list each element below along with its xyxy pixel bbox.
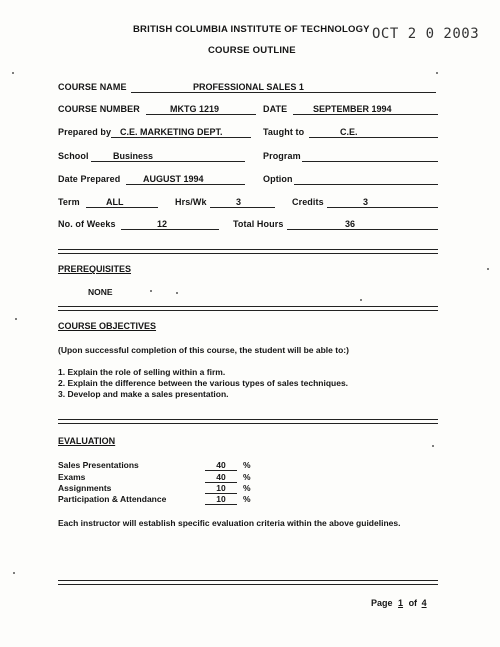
option-line <box>294 184 438 185</box>
evaluation-row-label: Sales Presentations <box>58 460 139 470</box>
scan-speck <box>13 572 15 574</box>
evaluation-row-label: Assignments <box>58 483 112 493</box>
evaluation-row-unit: % <box>243 494 251 504</box>
date-prepared-line <box>126 184 245 185</box>
date-line <box>293 114 438 115</box>
program-line <box>302 161 438 162</box>
credits-value: 3 <box>363 197 369 207</box>
credits-line <box>327 207 438 208</box>
prepared-by-value: C.E. MARKETING DEPT. <box>120 127 223 137</box>
course-name-value: PROFESSIONAL SALES 1 <box>193 82 304 92</box>
evaluation-row-value: 40 <box>205 460 237 471</box>
term-label: Term <box>58 197 80 207</box>
objectives-intro: (Upon successful completion of this course, the student will be able to:) <box>58 345 349 355</box>
page-label: Page <box>371 598 393 608</box>
term-value: ALL <box>106 197 124 207</box>
scan-speck <box>360 299 362 301</box>
program-label: Program <box>263 151 301 161</box>
prepared-by-line <box>111 137 251 138</box>
section-divider <box>58 249 438 254</box>
total-hours-label: Total Hours <box>233 219 284 229</box>
page-indicator <box>371 598 429 608</box>
section-divider <box>58 306 438 311</box>
objective-item: 2. Explain the difference between the various types of sales techniques. <box>58 378 349 388</box>
prepared-by-label: Prepared by <box>58 127 112 137</box>
section-divider <box>58 580 438 585</box>
section-divider <box>58 419 438 424</box>
term-line <box>86 207 158 208</box>
option-label: Option <box>263 174 293 184</box>
date-prepared-label: Date Prepared <box>58 174 121 184</box>
hrs-wk-line <box>210 207 275 208</box>
weeks-value: 12 <box>157 219 168 229</box>
scan-speck <box>150 290 152 292</box>
document-title: COURSE OUTLINE <box>208 45 296 56</box>
evaluation-row-value: 10 <box>205 483 237 494</box>
taught-to-label: Taught to <box>263 127 305 137</box>
evaluation-row-value: 40 <box>205 472 237 483</box>
credits-label: Credits <box>292 197 324 207</box>
course-name-line <box>131 92 436 93</box>
school-label: School <box>58 151 89 161</box>
objective-item: 1. Explain the role of selling within a firm. <box>58 367 226 377</box>
evaluation-row-unit: % <box>243 472 251 482</box>
evaluation-row-label: Exams <box>58 472 86 482</box>
page-total: 4 <box>421 598 427 608</box>
evaluation-row-unit: % <box>243 483 251 493</box>
school-line <box>91 161 245 162</box>
course-number-label: COURSE NUMBER <box>58 104 140 114</box>
objective-item: 3. Develop and make a sales presentation. <box>58 389 229 399</box>
scan-speck <box>487 268 489 270</box>
date-received-stamp: OCT 2 0 2003 <box>372 26 480 42</box>
evaluation-note: Each instructor will establish specific evaluation criteria within the above guidelines. <box>58 518 401 528</box>
date-value: SEPTEMBER 1994 <box>313 104 392 114</box>
evaluation-row-value: 10 <box>205 494 237 505</box>
total-hours-value: 36 <box>345 219 356 229</box>
taught-to-value: C.E. <box>340 127 358 137</box>
evaluation-row-label: Participation & Attendance <box>58 494 167 504</box>
scan-speck <box>15 318 17 320</box>
scan-speck <box>12 72 14 74</box>
scan-speck <box>432 445 434 447</box>
weeks-label: No. of Weeks <box>58 219 116 229</box>
course-number-value: MKTG 1219 <box>170 104 220 114</box>
page-of-label: of <box>408 598 418 608</box>
weeks-line <box>121 229 219 230</box>
scan-speck <box>176 292 178 294</box>
date-prepared-value: AUGUST 1994 <box>143 174 204 184</box>
objectives-heading: COURSE OBJECTIVES <box>58 321 157 331</box>
scan-speck <box>436 72 438 74</box>
taught-to-line <box>309 137 438 138</box>
date-label: DATE <box>263 104 288 114</box>
course-name-label: COURSE NAME <box>58 82 127 92</box>
page-number: 1 <box>398 598 404 608</box>
total-hours-line <box>287 229 438 230</box>
hrs-wk-label: Hrs/Wk <box>175 197 207 207</box>
evaluation-heading: EVALUATION <box>58 436 116 446</box>
hrs-wk-value: 3 <box>236 197 242 207</box>
course-number-line <box>146 114 256 115</box>
school-value: Business <box>113 151 154 161</box>
institution-name: BRITISH COLUMBIA INSTITUTE OF TECHNOLOGY <box>133 24 370 35</box>
prerequisites-heading: PREREQUISITES <box>58 264 132 274</box>
prerequisites-value: NONE <box>88 287 113 297</box>
evaluation-row-unit: % <box>243 460 251 470</box>
